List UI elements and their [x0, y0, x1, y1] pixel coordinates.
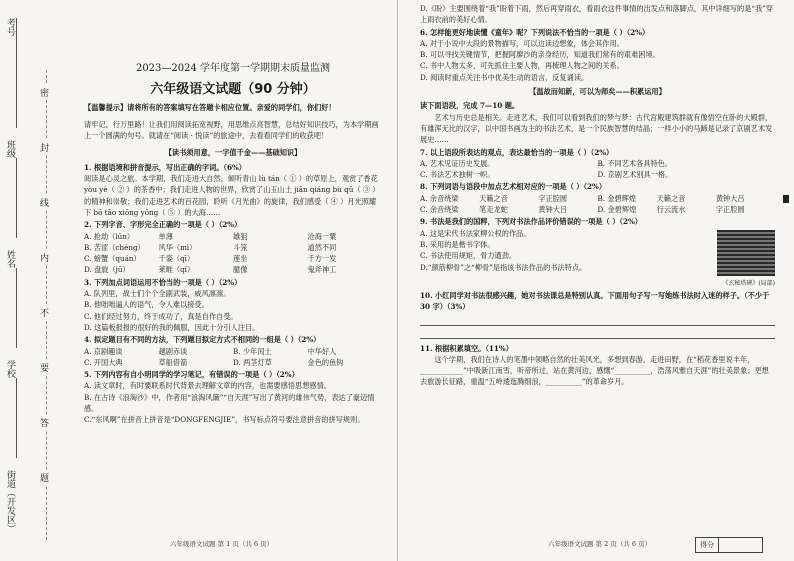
option-cell: 鬼斧神工	[307, 265, 337, 275]
question-8: 8. 下列词语与语段中加点艺术相对应的一项是（ ）（2%）	[420, 182, 607, 192]
option-cell: B. 苦涩（chéng）	[84, 242, 145, 252]
option-cell: B. 在古诗《浪淘沙》中，作者用“浪淘风簸”“自天涯”写出了黄河的雄伟气势，表达了豪迈情感。	[84, 392, 375, 414]
question-1: 1. 根据语境和拼音提示，写出正确的字词。（6%）	[84, 162, 246, 172]
question-5-options	[84, 380, 382, 425]
option-cell: 风华（mì）	[158, 242, 197, 252]
page-footer: 六年级语文试题 第 2 页（共 6 页）	[548, 540, 652, 548]
exam-page-2	[397, 0, 794, 561]
option-cell: 行云流水	[656, 205, 686, 215]
name-label: 姓名	[5, 250, 15, 268]
question-9-options	[420, 228, 711, 273]
option-cell: A. 抢劫（lūn）	[84, 231, 135, 241]
option-cell: 千方一发	[307, 254, 337, 264]
option-cell: B. 金碧辉煌	[597, 193, 637, 203]
option-cell: A. 京剧趣谈	[84, 346, 123, 356]
option-cell: A. 队列里，战士们个个全副武装，威风凛凛。	[84, 289, 231, 299]
binding-margin	[0, 0, 66, 561]
seal-char: 不	[40, 305, 49, 320]
class-line	[16, 158, 17, 238]
seal-char: 要	[40, 360, 49, 375]
district-label: 街道（开发区）	[5, 470, 15, 533]
option-cell: B. 少年闰土	[233, 346, 272, 356]
question-6-options	[420, 38, 775, 83]
option-cell: B. 不同艺术各具特色。	[597, 158, 673, 168]
option-cell: 中华好人	[307, 346, 337, 356]
option-cell: 黄钟大吕	[715, 193, 745, 203]
question-10: 10. 小红同学对书法很感兴趣，她对书法课总是特别认真。下面用句子写一写她练书法时入迷的样子。（不少于 30 字）（3%）	[420, 290, 770, 312]
page-footer: 六年级语文试题 第 1 页（共 6 页）	[170, 540, 274, 548]
exam-subject: 六年级语文试题（90 分钟）	[150, 82, 316, 98]
seal-char: 答	[40, 415, 49, 430]
option-cell: 越剧赤谈	[158, 346, 188, 356]
question-4: 4. 拟定题目有不同的方法，下列题目拟定方式不相同的一组是（ ）（2%）	[84, 335, 321, 345]
question-11: 11. 根据积累填空。（11%）	[420, 343, 513, 353]
name-line	[16, 268, 17, 348]
question-1-text: 阅读是心灵之旅。本学期，我们走进大自然，倾听青山 lù tán（ ① ）的草原上，观赏了香花 yòu yè（ ② ）的茶香中；我们走进人物的世界，欣赏了山玉山土 jiān qiáng bù qū（ ③ ）的精神和崇敬；我们走进艺术的百花园，聆听《月光曲》的旋律，我们感受（ ④ ）月光照耀下 bō tāo xiōng yǒng（ ⑤ ）的大海……	[84, 174, 380, 217]
option-cell: 千姿（qī）	[158, 254, 195, 264]
page-edge-mark	[783, 195, 789, 203]
option-cell: 笔走龙蛇	[479, 205, 508, 215]
option-cell: 斗笼	[233, 242, 248, 252]
option-cell: C. 书法使用规矩，骨力遒劲。	[420, 251, 517, 261]
option-cell: D. 阅读时重点关注书中优美生动的语言，反复诵读。	[420, 72, 589, 82]
question-5: 5. 下列内容有自小明同学的学习笔记，有错误的一项是（ ）（2%）	[84, 370, 299, 380]
reading-passage: 艺术与历史总是相关。走进艺术，我们可以看到我们的梦与梦：古代宫殿建筑群就有像悟空在卧的大殿群，有雄浑无比的汉字，以中国书画为主的书法艺术，是一个民族智慧的结晶；一样小小的马蹄是记录了京剧艺术发展史……	[420, 112, 773, 145]
option-cell: A. 这是宋代书法家柳公权的作品。	[420, 228, 531, 238]
question-7-options	[420, 158, 775, 181]
option-cell: A. 读文章时，有时要联系时代背景去理解文章的内容，也需要感悟思想感情。	[84, 381, 331, 391]
exam-title: 2023—2024 学年度第一学期期末质量监测	[135, 63, 331, 74]
school-label: 学校	[5, 360, 15, 378]
option-cell: C. 余音绕梁	[420, 205, 459, 215]
option-cell: D. 京剧艺术别具一格。	[597, 170, 673, 180]
calligraphy-image	[717, 230, 775, 276]
option-cell: D. 金碧辉煌	[597, 205, 637, 215]
question-2-options	[84, 231, 382, 276]
option-cell: B. 采用的是楷书字体。	[420, 239, 495, 249]
question-5-option-d: D.《盼》主要围绕着“我”盼着下雨，然后再穿雨衣，看雨衣这件事情的出发点和落脚点，其中详细写的是“我”穿上雨衣前的美好心情。	[420, 4, 774, 25]
option-cell: B. 可以寻找关键情节，把握阿廖沙的亲身经历，知道我们常有的艰难困境。	[420, 50, 660, 60]
score-box[interactable]	[695, 537, 763, 553]
option-cell: C. 开国大典	[84, 357, 123, 367]
question-3: 3. 下列加点词语运用不恰当的一项是（ ）（2%）	[84, 277, 242, 287]
question-2: 2. 下列字音、字形完全正确的一项是（ ）（2%）	[84, 220, 242, 230]
option-cell: 草船借箭	[158, 357, 188, 367]
seal-char: 密	[40, 85, 49, 100]
option-cell: 道然不同	[307, 242, 337, 252]
question-7: 7. 以上语段所表达的观点，表达最恰当的一项是（ ）（2%）	[420, 147, 614, 157]
class-label: 班级	[5, 140, 15, 158]
question-9: 9. 书法是我们的国粹，下列对书法作品评价错误的一项是（ ）（2%）	[420, 217, 642, 227]
tip-text: 【温馨提示】请将所有的答案填写在答题卡相应位置。亲爱的同学们，你们好！	[84, 102, 336, 112]
option-cell: 字正腔圆	[538, 193, 568, 203]
option-cell: D. 两茎灯草	[233, 357, 272, 367]
option-cell: 天籁之音	[479, 193, 508, 203]
option-cell: C. 他们经过努力，终于成功了，真是自作自受。	[84, 311, 238, 321]
reading-intro: 读下面语段，完成 7—10 题。	[420, 101, 520, 111]
option-cell: A. 艺术见证历史发展。	[420, 158, 495, 168]
option-cell: A. 余音绕梁	[420, 193, 459, 203]
option-cell: D.“颜筋柳骨”之“柳骨”是指该书法作品的书法特点。	[420, 262, 587, 272]
answer-line[interactable]	[420, 328, 775, 339]
option-cell: 雄狙	[233, 231, 248, 241]
exam-no-line	[16, 18, 17, 128]
question-6: 6. 怎样能更好地读懂《童年》呢？下列说法不恰当的一项是（ ）（2%）	[420, 27, 650, 37]
option-cell: 金色的鱼钩	[307, 357, 344, 367]
image-caption: 《玄秘塔碑》(局部)	[722, 279, 775, 287]
option-cell: 字正腔圆	[715, 205, 745, 215]
option-cell: C.“东风啊”在拼音上拼音是“DONGFENGJIE”，书写标点符号要注意拼音的拼写规则。	[84, 415, 365, 425]
option-cell: 天籁之音	[656, 193, 686, 203]
seal-char: 题	[40, 470, 49, 485]
option-cell: 臆像	[233, 265, 248, 275]
question-8-options	[420, 193, 775, 216]
question-3-options	[84, 288, 382, 333]
option-cell: 沧海一粟	[307, 231, 337, 241]
school-line	[16, 378, 17, 458]
question-11-text: 这个学期，我们在诗人的笔墨中领略自然的壮美风光，多想到春游，走进田野，在“稻花香里说丰年，____________”中吸新江南雪，听帝所过，站在黄河边，感慨“__________，浩荡风雅自天涯”的壮美景象；更想去旅游长征路，重温“五岭逶迤腾细浪，__________”的革命岁月。	[420, 354, 769, 387]
option-cell: 莱畦（qí）	[158, 265, 195, 275]
right-content	[420, 3, 775, 388]
seal-char: 线	[40, 195, 49, 210]
score-divider	[718, 538, 719, 552]
left-content	[84, 63, 382, 426]
option-cell: 黄钟大吕	[538, 205, 568, 215]
score-label: 得分	[700, 541, 714, 549]
section-heading: 【读书须用意，一字值千金——基础知识】	[164, 148, 302, 158]
option-cell: A. 对于小说中大段的景物描写，可以边读边想象，体会其作用。	[420, 38, 624, 48]
section-heading: 【温故而知新，可以为师矣——积累运用】	[529, 87, 666, 97]
option-cell: C. 书法艺术独树一帜。	[420, 170, 495, 180]
answer-line[interactable]	[420, 315, 775, 326]
option-cell: C. 螃蟹（quán）	[84, 254, 141, 264]
seal-char: 内	[40, 250, 49, 265]
exam-no-label: 考号	[5, 18, 15, 36]
question-4-options	[84, 346, 382, 369]
tip-text-2: 请牢记，行万里路！让我们用阅读拓宽视野，用思维点亮智慧，总结好知识技巧，为本学期画上一个圆满的句号。就请在“阅读 · 悦读”的旅途中，去看看同学们的收获吧！	[84, 119, 379, 141]
option-cell: 单薄	[158, 231, 173, 241]
option-cell: B. 他咄咄逼人的语气，令人难以接受。	[84, 300, 209, 310]
seal-char: 封	[40, 140, 49, 155]
option-cell: D. 这篇板报报的很好的我的佩服，因此十分引人注目。	[84, 322, 260, 332]
option-cell: 莲坐	[233, 254, 248, 264]
option-cell: C. 书中人物太多，可先抓住主要人物，再梳理人物之间的关系。	[420, 61, 624, 71]
option-cell: D. 盘旋（jū）	[84, 265, 130, 275]
